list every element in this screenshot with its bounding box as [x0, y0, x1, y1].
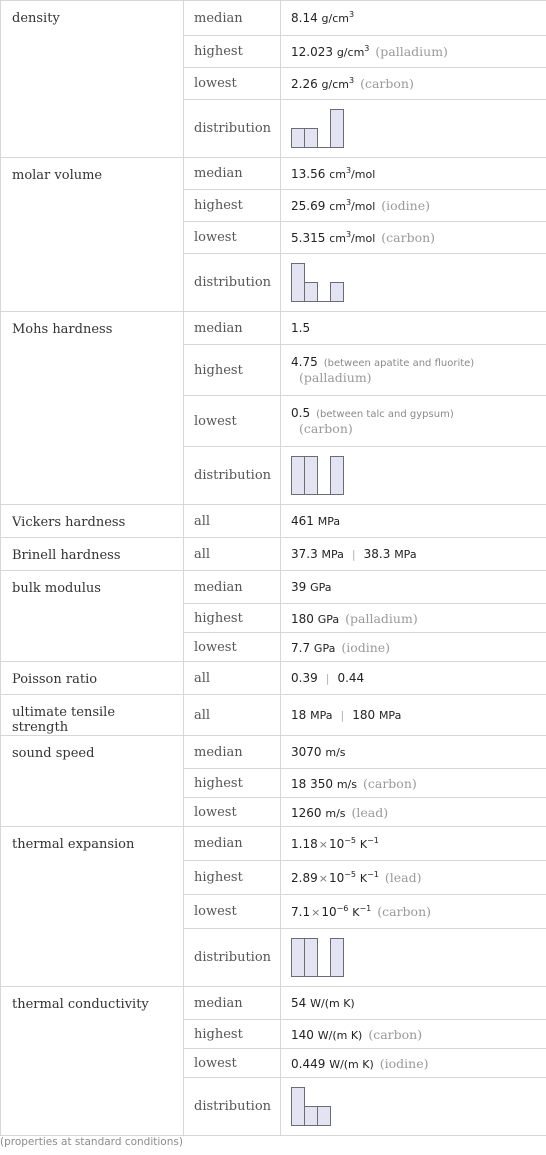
- value-cell: 1.5: [281, 312, 546, 345]
- value-cell: 25.69 $cm^3$/mol (iodine): [281, 190, 546, 222]
- stat-label: distribution: [184, 100, 281, 158]
- table-row: [1, 312, 546, 345]
- stat-label: median: [184, 827, 281, 861]
- stat-label: lowest: [184, 895, 281, 929]
- value-cell: 1260 m/s (lead): [281, 798, 546, 827]
- table-row: [1, 1, 546, 36]
- value-cell: 3070 m/s: [281, 736, 546, 769]
- table-row: [1, 158, 546, 190]
- value-cell: 2.26 $g/cm^3$ (carbon): [281, 68, 546, 100]
- property-label: Mohs hardness: [1, 312, 184, 505]
- histogram-bar: [292, 938, 305, 976]
- stat-label: median: [184, 158, 281, 190]
- property-label: Vickers hardness: [1, 505, 184, 538]
- histogram-bar: [305, 1106, 318, 1125]
- stat-label: all: [184, 538, 281, 571]
- value-cell: 39 GPa: [281, 571, 546, 604]
- stat-label: highest: [184, 345, 281, 396]
- stat-label: highest: [184, 36, 281, 68]
- distribution-histogram: [291, 456, 371, 496]
- stat-label: highest: [184, 861, 281, 895]
- stat-label: lowest: [184, 633, 281, 662]
- stat-label: distribution: [184, 254, 281, 312]
- footnote: (properties at standard conditions): [0, 1136, 183, 1148]
- table-row: [1, 538, 546, 571]
- histogram-bar: [331, 109, 344, 147]
- histogram-bar: [305, 938, 318, 976]
- histogram-bar: [292, 1087, 305, 1125]
- value-cell: 180 GPa (palladium): [281, 604, 546, 633]
- stat-label: median: [184, 312, 281, 345]
- property-label: Poisson ratio: [1, 662, 184, 695]
- histogram-bar: [331, 456, 344, 494]
- property-label: molar volume: [1, 158, 184, 312]
- table-row: [1, 736, 546, 769]
- stat-label: lowest: [184, 1049, 281, 1078]
- value-cell: 12.023 $g/cm^3$ (palladium): [281, 36, 546, 68]
- distribution-histogram: [291, 263, 371, 303]
- stat-label: lowest: [184, 222, 281, 254]
- stat-label: lowest: [184, 68, 281, 100]
- stat-label: distribution: [184, 1078, 281, 1136]
- table-row: [1, 695, 546, 736]
- property-label: Brinell hardness: [1, 538, 184, 571]
- stat-label: all: [184, 662, 281, 695]
- stat-label: distribution: [184, 929, 281, 987]
- table-row: [1, 662, 546, 695]
- stat-label: all: [184, 695, 281, 736]
- value-cell: 37.3 MPa | 38.3 MPa: [281, 538, 546, 571]
- table-row: [1, 987, 546, 1020]
- value-cell: $7.1\times 10^{-6}$ $K^{-1}$ (carbon): [281, 895, 546, 929]
- value-cell: 140 W/(m K) (carbon): [281, 1020, 546, 1049]
- property-label: sound speed: [1, 736, 184, 827]
- value-cell: 7.7 GPa (iodine): [281, 633, 546, 662]
- value-cell: 0.5 (between talc and gypsum) (carbon): [281, 396, 546, 447]
- value-cell: 461 MPa: [281, 505, 546, 538]
- histogram-bar: [305, 456, 318, 494]
- stat-label: lowest: [184, 798, 281, 827]
- histogram-bar: [292, 263, 305, 301]
- property-label: thermal expansion: [1, 827, 184, 987]
- histogram-bar: [318, 1106, 331, 1125]
- value-cell: 8.14 $g/cm^3$: [281, 1, 546, 36]
- value-cell: 18 350 m/s (carbon): [281, 769, 546, 798]
- distribution-histogram: [291, 1087, 371, 1127]
- value-cell: 54 W/(m K): [281, 987, 546, 1020]
- property-label: density: [1, 1, 184, 158]
- stat-label: median: [184, 987, 281, 1020]
- value-cell: $1.18\times 10^{-5}$ $K^{-1}$: [281, 827, 546, 861]
- table-row: [1, 571, 546, 604]
- stat-label: highest: [184, 769, 281, 798]
- stat-label: median: [184, 1, 281, 36]
- property-label: bulk modulus: [1, 571, 184, 662]
- stat-label: highest: [184, 604, 281, 633]
- stat-label: highest: [184, 1020, 281, 1049]
- stat-label: lowest: [184, 396, 281, 447]
- histogram-bar: [305, 282, 318, 301]
- value-cell: 18 MPa | 180 MPa: [281, 695, 546, 736]
- stat-label: median: [184, 571, 281, 604]
- value-cell: 0.449 W/(m K) (iodine): [281, 1049, 546, 1078]
- value-cell: $2.89\times 10^{-5}$ $K^{-1}$ (lead): [281, 861, 546, 895]
- histogram-bar: [331, 938, 344, 976]
- value-cell: 13.56 $cm^3$/mol: [281, 158, 546, 190]
- distribution-histogram: [291, 109, 371, 149]
- value-cell: 0.39 | 0.44: [281, 662, 546, 695]
- histogram-bar: [331, 282, 344, 301]
- histogram-bar: [292, 456, 305, 494]
- distribution-histogram: [291, 938, 371, 978]
- table-row: [1, 827, 546, 861]
- histogram-bar: [292, 128, 305, 147]
- property-label: thermal conductivity: [1, 987, 184, 1136]
- stat-label: median: [184, 736, 281, 769]
- stat-label: all: [184, 505, 281, 538]
- property-label: ultimate tensile strength: [1, 695, 184, 736]
- value-cell: 4.75 (between apatite and fluorite) (palladium): [281, 345, 546, 396]
- histogram-bar: [305, 128, 318, 147]
- stat-label: distribution: [184, 447, 281, 505]
- table-row: [1, 505, 546, 538]
- value-cell: 5.315 $cm^3$/mol (carbon): [281, 222, 546, 254]
- stat-label: highest: [184, 190, 281, 222]
